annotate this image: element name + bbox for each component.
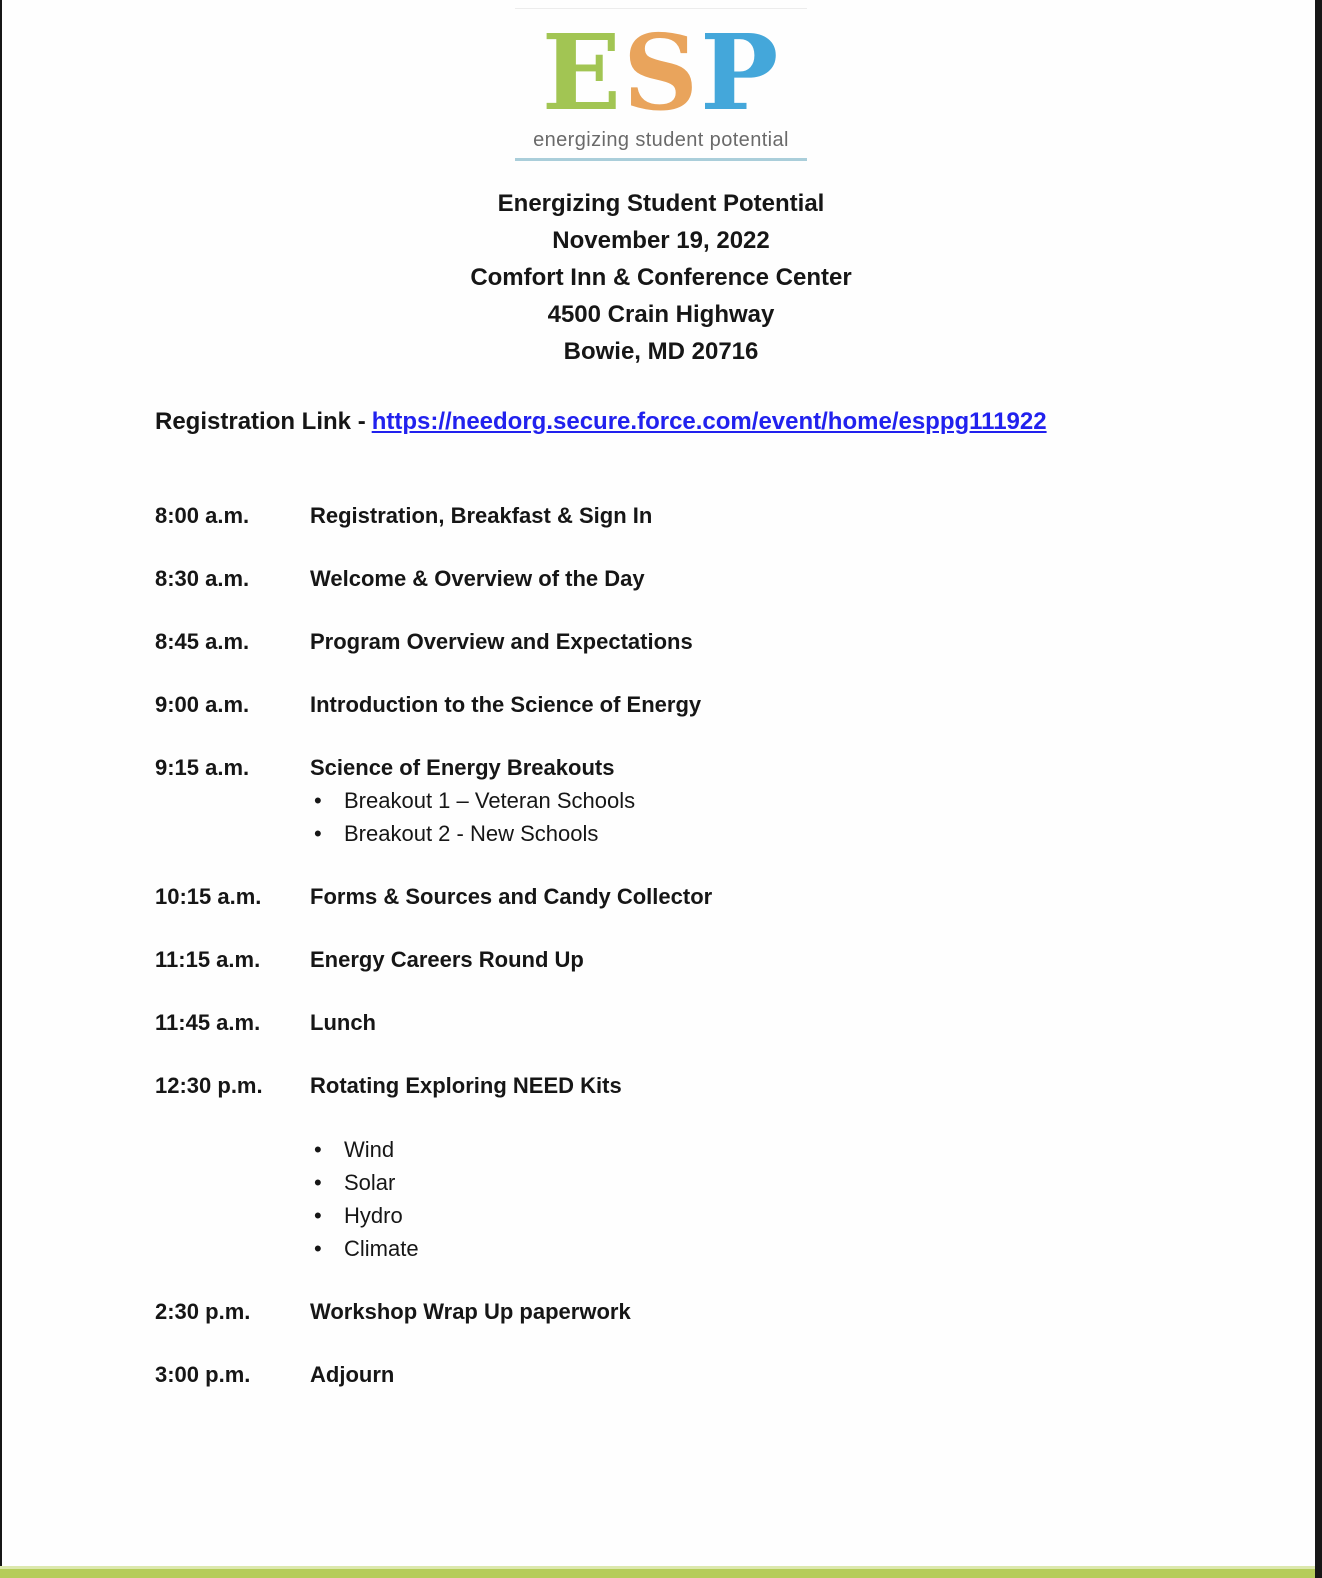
event-date: November 19, 2022: [552, 227, 770, 254]
esp-logo: [515, 8, 807, 161]
agenda-time: 8:00 a.m.: [155, 503, 250, 528]
agenda-row: [155, 944, 1322, 976]
agenda-bullet-item: [310, 784, 1322, 817]
agenda-time: 12:30 p.m.: [155, 1073, 263, 1098]
bullet-dot-icon: •: [314, 788, 322, 813]
registration-label: Registration Link -: [155, 408, 366, 435]
agenda-time: 9:00 a.m.: [155, 692, 250, 717]
bullet-text: Breakout 2 - New Schools: [344, 821, 599, 846]
esp-logo-letters: [515, 11, 807, 134]
agenda-activity-title: Energy Careers Round Up: [310, 947, 584, 972]
bullet-dot-icon: •: [314, 821, 322, 846]
agenda-row: [155, 626, 1322, 658]
agenda-row: [155, 752, 1322, 850]
esp-logo-letter-s: S: [622, 11, 701, 134]
bullet-text: Hydro: [344, 1203, 403, 1228]
agenda-activity-title: Forms & Sources and Candy Collector: [310, 884, 713, 909]
agenda-row: [155, 500, 1322, 532]
agenda-activity: [310, 563, 1322, 595]
agenda-row: [155, 563, 1322, 595]
agenda-row: [155, 1007, 1322, 1039]
agenda-activity-title: Workshop Wrap Up paperwork: [310, 1299, 631, 1324]
agenda-row: [155, 1296, 1322, 1328]
agenda-row: [155, 881, 1322, 913]
agenda-bullet-item: [310, 1199, 1322, 1232]
esp-logo-underline: [515, 158, 807, 161]
bullet-text: Wind: [344, 1137, 395, 1162]
event-title: Energizing Student Potential: [497, 190, 825, 217]
registration-link[interactable]: https://needorg.secure.force.com/event/home/esppg111922: [371, 408, 1047, 435]
agenda-activity-title: Program Overview and Expectations: [310, 629, 693, 654]
agenda-activity-title: Rotating Exploring NEED Kits: [310, 1073, 622, 1098]
esp-logo-letter-e: E: [541, 11, 623, 134]
agenda-time: 11:45 a.m.: [155, 1010, 261, 1035]
agenda-bullet-item: [310, 817, 1322, 850]
agenda-time: 8:45 a.m.: [155, 629, 250, 654]
bullet-dot-icon: •: [314, 1236, 322, 1261]
agenda-activity-title: Welcome & Overview of the Day: [310, 566, 645, 591]
agenda-activity-title: Adjourn: [310, 1362, 395, 1387]
event-city-state-zip: Bowie, MD 20716: [563, 338, 759, 365]
agenda-bullet-item: [310, 1133, 1322, 1166]
agenda-activity: [310, 881, 1322, 913]
agenda: [155, 500, 1322, 1391]
agenda-bullet-list: [310, 1133, 1322, 1265]
agenda-activity: [310, 1359, 1322, 1391]
agenda-bullet-item: [310, 1232, 1322, 1265]
bullet-text: Climate: [344, 1236, 419, 1261]
agenda-time: 11:15 a.m.: [155, 947, 261, 972]
registration-line: [155, 408, 1322, 436]
event-street-address: 4500 Crain Highway: [547, 301, 775, 328]
esp-logo-tagline: energizing student potential: [533, 129, 789, 151]
event-venue: Comfort Inn & Conference Center: [470, 264, 852, 291]
page-bottom-accent-bar: [0, 1566, 1322, 1578]
agenda-activity-title: Lunch: [310, 1010, 376, 1035]
agenda-time: 3:00 p.m.: [155, 1362, 251, 1387]
agenda-activity-title: Registration, Breakfast & Sign In: [310, 503, 653, 528]
bullet-dot-icon: •: [314, 1170, 322, 1195]
agenda-activity-title: Science of Energy Breakouts: [310, 755, 615, 780]
page-left-border: [0, 0, 2, 1566]
bullet-dot-icon: •: [314, 1203, 322, 1228]
bullet-text: Breakout 1 – Veteran Schools: [344, 788, 636, 813]
agenda-time: 9:15 a.m.: [155, 755, 250, 780]
agenda-activity: [310, 500, 1322, 532]
agenda-row: [155, 1359, 1322, 1391]
agenda-activity: [310, 944, 1322, 976]
agenda-row: [155, 1070, 1322, 1265]
agenda-row: [155, 689, 1322, 721]
agenda-activity: [310, 689, 1322, 721]
agenda-time: 10:15 a.m.: [155, 884, 262, 909]
agenda-time: 2:30 p.m.: [155, 1299, 251, 1324]
agenda-activity: [310, 626, 1322, 658]
agenda-activity: [310, 1007, 1322, 1039]
agenda-time: 8:30 a.m.: [155, 566, 250, 591]
bullet-dot-icon: •: [314, 1137, 322, 1162]
event-header: [0, 185, 1322, 370]
agenda-bullet-item: [310, 1166, 1322, 1199]
agenda-activity: [310, 1296, 1322, 1328]
agenda-activity-title: Introduction to the Science of Energy: [310, 692, 702, 717]
esp-logo-letter-p: P: [700, 11, 781, 134]
agenda-activity: [310, 1070, 1322, 1265]
page-right-border: [1315, 0, 1322, 1578]
bullet-text: Solar: [344, 1170, 396, 1195]
agenda-bullet-list: [310, 784, 1322, 850]
agenda-activity: [310, 752, 1322, 850]
